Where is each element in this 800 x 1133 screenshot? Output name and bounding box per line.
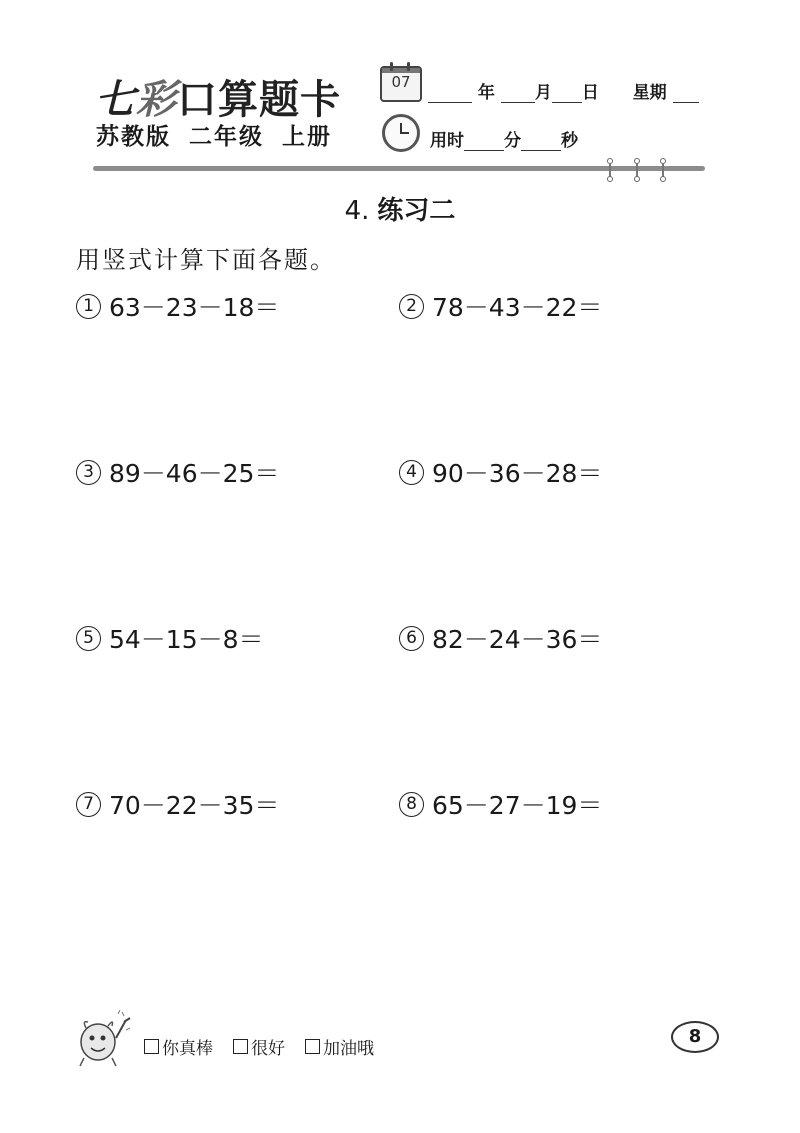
page-number: 8 bbox=[671, 1021, 719, 1053]
problem-item bbox=[76, 454, 279, 490]
clock-icon bbox=[382, 114, 420, 152]
month-blank[interactable] bbox=[501, 86, 535, 103]
lesson-title bbox=[0, 190, 800, 227]
problem-expression: 78－43－22＝ bbox=[432, 293, 603, 322]
rating-label: 加油哦 bbox=[323, 1039, 374, 1059]
problem-expression: 82－24－36＝ bbox=[432, 625, 603, 654]
problem-item bbox=[399, 786, 602, 822]
year-label: 年 bbox=[477, 83, 495, 103]
time-used-label: 用时 bbox=[430, 131, 464, 151]
weekday-blank[interactable] bbox=[673, 86, 699, 103]
problem-expression: 65－27－19＝ bbox=[432, 791, 603, 820]
checkbox-icon[interactable] bbox=[305, 1039, 320, 1054]
brand-title bbox=[95, 68, 341, 125]
problem-expression: 63－23－18＝ bbox=[109, 293, 280, 322]
problem-item bbox=[76, 620, 264, 656]
brand-name: 口算题卡 bbox=[177, 76, 341, 123]
problem-index: 7 bbox=[76, 792, 101, 817]
rating-option[interactable] bbox=[144, 1034, 213, 1059]
month-label: 月 bbox=[534, 83, 552, 103]
rating-option[interactable] bbox=[233, 1034, 285, 1059]
instruction-text: 用竖式计算下面各题。 bbox=[76, 246, 336, 274]
problem-expression: 89－46－25＝ bbox=[109, 459, 280, 488]
seconds-blank[interactable] bbox=[521, 134, 561, 151]
problem-expression: 54－15－8＝ bbox=[109, 625, 264, 654]
weekday-label: 星期 bbox=[632, 83, 667, 103]
problem-item bbox=[399, 620, 602, 656]
calendar-number: 07 bbox=[391, 73, 411, 91]
edition-grade: 二年级 bbox=[189, 124, 264, 150]
problem-index: 1 bbox=[76, 294, 101, 319]
binder-pin-icon bbox=[633, 158, 641, 182]
rating-label: 很好 bbox=[251, 1039, 285, 1059]
problem-index: 5 bbox=[76, 626, 101, 651]
year-blank[interactable] bbox=[428, 86, 472, 103]
seconds-label: 秒 bbox=[561, 131, 578, 151]
problem-index: 2 bbox=[399, 294, 424, 319]
binder-pin-icon bbox=[659, 158, 667, 182]
problem-item bbox=[399, 454, 602, 490]
problem-item bbox=[399, 288, 602, 324]
rating-options bbox=[144, 1034, 374, 1059]
rating-label: 你真棒 bbox=[162, 1039, 213, 1059]
checkbox-icon[interactable] bbox=[144, 1039, 159, 1054]
brand-char-2: 彩 bbox=[136, 76, 177, 123]
problem-expression: 70－22－35＝ bbox=[109, 791, 280, 820]
day-blank[interactable] bbox=[552, 86, 582, 103]
problem-index: 8 bbox=[399, 792, 424, 817]
minutes-blank[interactable] bbox=[464, 134, 504, 151]
problem-index: 3 bbox=[76, 460, 101, 485]
calendar-icon bbox=[380, 66, 422, 102]
edition-volume: 上册 bbox=[282, 124, 332, 150]
problem-item bbox=[76, 288, 279, 324]
edition-publisher: 苏教版 bbox=[96, 124, 171, 150]
mascot-icon bbox=[72, 1008, 134, 1070]
problem-index: 4 bbox=[399, 460, 424, 485]
minutes-label: 分 bbox=[504, 131, 521, 151]
rating-option[interactable] bbox=[305, 1034, 374, 1059]
date-fill-line bbox=[428, 78, 699, 103]
edition-line bbox=[96, 118, 350, 151]
time-fill-line bbox=[430, 126, 578, 151]
day-label: 日 bbox=[581, 83, 599, 103]
lesson-number: 4. bbox=[344, 196, 370, 226]
problem-expression: 90－36－28＝ bbox=[432, 459, 603, 488]
brand-char-1: 七 bbox=[95, 76, 136, 123]
problem-item bbox=[76, 786, 279, 822]
problem-index: 6 bbox=[399, 626, 424, 651]
lesson-name: 练习二 bbox=[377, 196, 456, 226]
checkbox-icon[interactable] bbox=[233, 1039, 248, 1054]
binder-pin-icon bbox=[606, 158, 614, 182]
